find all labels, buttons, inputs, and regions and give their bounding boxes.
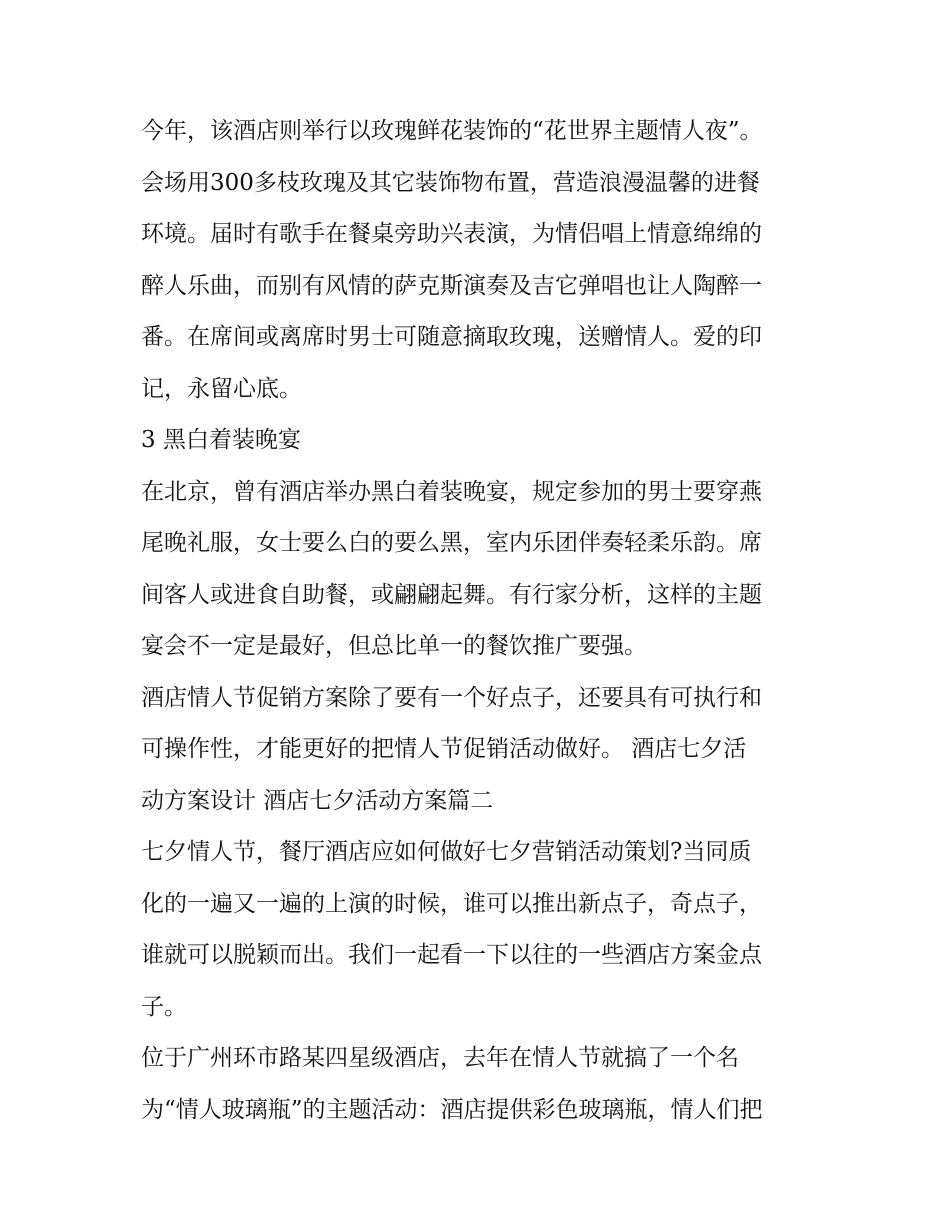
text-line: 宴会不一定是最好，但总比单一的餐饮推广要强。: [141, 633, 647, 659]
text-line: 子。: [141, 993, 187, 1020]
text-line: 环境。届时有歌手在餐桌旁助兴表演，为情侣唱上情意绵绵的: [141, 221, 762, 247]
text-line: 尾晚礼服，女士要么白的要么黑，室内乐团伴奏轻柔乐韵。席: [141, 530, 762, 556]
text-line: 化的一遍又一遍的上演的时候，谁可以推出新点子，奇点子，: [141, 890, 762, 917]
text-line: 动方案设计 酒店七夕活动方案篇二: [141, 787, 494, 814]
text-line: 间客人或进食自助餐，或翩翩起舞。有行家分析，这样的主题: [141, 581, 762, 608]
text-line: 醉人乐曲，而别有风情的萨克斯演奏及吉它弹唱也让人陶醉一: [141, 272, 762, 299]
text-line: 会场用300多枝玫瑰及其它装饰物布置，营造浪漫温馨的进餐: [141, 169, 760, 196]
section-heading: 3 黑白着装晚宴: [141, 427, 301, 453]
document-body: [141, 106, 816, 1136]
text-line: 酒店情人节促销方案除了要有一个好点子，还要具有可执行和: [141, 684, 762, 711]
text-line: 记，永留心底。: [141, 375, 302, 402]
text-line: 番。在席间或离席时男士可随意摘取玫瑰，送赠情人。爱的印: [141, 324, 762, 350]
text-line: 七夕情人节，餐厅酒店应如何做好七夕营销活动策划?当同质: [141, 839, 752, 865]
text-line: 谁就可以脱颖而出。我们一起看一下以往的一些酒店方案金点: [141, 942, 762, 968]
text-line: 在北京，曾有酒店举办黑白着装晚宴，规定参加的男士要穿燕: [141, 478, 762, 505]
text-line: 为“情人玻璃瓶”的主题活动：酒店提供彩色玻璃瓶，情人们把: [141, 1096, 763, 1123]
text-line: 今年，该酒店则举行以玫瑰鲜花装饰的“花世界主题情人夜”。: [141, 118, 763, 144]
text-line: 可操作性，才能更好的把情人节促销活动做好。 酒店七夕活: [141, 736, 747, 762]
text-line: 位于广州环市路某四星级酒店，去年在情人节就搞了一个名: [141, 1045, 739, 1071]
